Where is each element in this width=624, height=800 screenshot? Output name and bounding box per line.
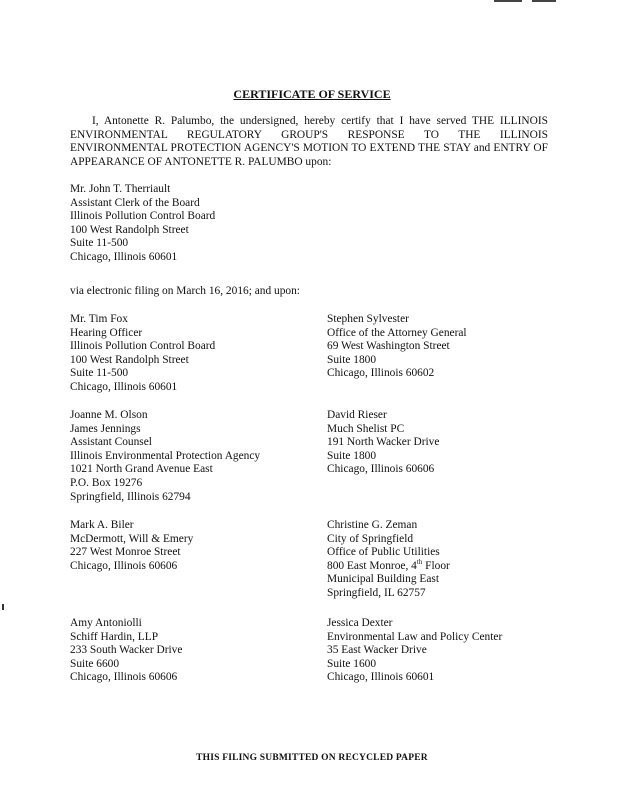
address-line: 100 West Randolph Street	[70, 223, 189, 236]
address-line: Municipal Building East	[327, 573, 439, 586]
address-line: David Rieser	[327, 409, 387, 421]
address-line: Stephen Sylvester	[327, 313, 409, 325]
address-line: Illinois Environmental Protection Agency	[70, 449, 261, 462]
address-line: Chicago, Illinois 60606	[70, 559, 178, 572]
address-line: Suite 6600	[70, 657, 120, 670]
recipient-sylvester	[327, 313, 467, 381]
scan-edge-mark	[2, 604, 4, 610]
address-line: Chicago, Illinois 60606	[327, 463, 435, 476]
address-line: Mr. Tim Fox	[70, 313, 128, 325]
address-line: Illinois Pollution Control Board	[70, 210, 216, 223]
intro-paragraph	[70, 115, 548, 169]
recipient-antoniolli	[70, 617, 182, 685]
recipient-fox	[70, 313, 215, 395]
address-line: Suite 1600	[327, 657, 377, 670]
address-line: City of Springfield	[327, 532, 414, 545]
address-line: 191 North Wacker Drive	[327, 436, 440, 449]
recipient-dexter	[327, 617, 502, 685]
address-line: 100 West Randolph Street	[70, 353, 189, 366]
address-line: McDermott, Will & Emery	[70, 532, 194, 545]
address-line: Amy Antoniolli	[70, 617, 142, 629]
address-line: Office of Public Utilities	[327, 546, 440, 559]
address-line: Chicago, Illinois 60601	[327, 671, 435, 684]
address-line: Suite 11-500	[70, 237, 129, 250]
address-line: 227 West Monroe Street	[70, 546, 181, 559]
service-method-text: via electronic filing on March 16, 2016; and upon:	[70, 285, 300, 297]
address-line: Schiff Hardin, LLP	[70, 630, 159, 643]
address-line: 233 South Wacker Drive	[70, 644, 183, 657]
address-line: 1021 North Grand Avenue East	[70, 463, 213, 476]
address-line: 69 West Washington Street	[327, 340, 450, 353]
address-line: Chicago, Illinois 60601	[70, 380, 178, 393]
address-line: Much Shelist PC	[327, 422, 405, 435]
address-line: Illinois Pollution Control Board	[70, 340, 216, 353]
recipient-olson	[70, 409, 260, 504]
address-line: P.O. Box 19276	[70, 476, 143, 489]
clerk-address-block	[70, 183, 215, 265]
address-line: Jessica Dexter	[327, 617, 393, 629]
address-line: Chicago, Illinois 60606	[70, 671, 178, 684]
certificate-title: CERTIFICATE OF SERVICE	[233, 87, 391, 101]
intro-text: I, Antonette R. Palumbo, the undersigned, hereby certify that I have served THE ILLINOIS ENVIRONMENTAL REGULATORY GROUP'S RESPONSE TO THE ILLINOIS ENVIRONMENTAL PROTECTION AGENCY'S MOTION TO EXTEND THE STAY and ENTRY OF APPEARANCE OF ANTONETTE R. PALUMBO upon:	[70, 115, 548, 168]
recipient-biler	[70, 519, 193, 573]
recipient-rieser	[327, 409, 439, 477]
address-line: Christine G. Zeman	[327, 519, 418, 531]
address-line: Assistant Counsel	[70, 436, 152, 449]
address-line: Mark A. Biler	[70, 519, 134, 531]
address-line: Suite 11-500	[70, 367, 129, 380]
address-line: Mr. John T. Therriault	[70, 183, 171, 195]
address-line: Suite 1800	[327, 353, 377, 366]
address-line: Joanne M. Olson	[70, 409, 148, 421]
address-line: Assistant Clerk of the Board	[70, 196, 200, 209]
address-line: Springfield, Illinois 62794	[70, 490, 191, 503]
address-line: Hearing Officer	[70, 326, 143, 339]
address-line: Office of the Attorney General	[327, 326, 467, 339]
address-line: 35 East Wacker Drive	[327, 644, 427, 657]
address-line-street: 800 East Monroe, 4th Floor	[327, 557, 450, 572]
address-line: Chicago, Illinois 60602	[327, 367, 435, 380]
scan-marks	[494, 0, 564, 3]
recycled-paper-footer: THIS FILING SUBMITTED ON RECYCLED PAPER	[196, 753, 428, 763]
address-line: Suite 1800	[327, 449, 377, 462]
address-line: Springfield, IL 62757	[327, 586, 426, 599]
address-line: Environmental Law and Policy Center	[327, 630, 503, 643]
address-line: James Jennings	[70, 422, 141, 435]
recipient-zeman	[327, 519, 450, 601]
address-line: Chicago, Illinois 60601	[70, 250, 178, 263]
